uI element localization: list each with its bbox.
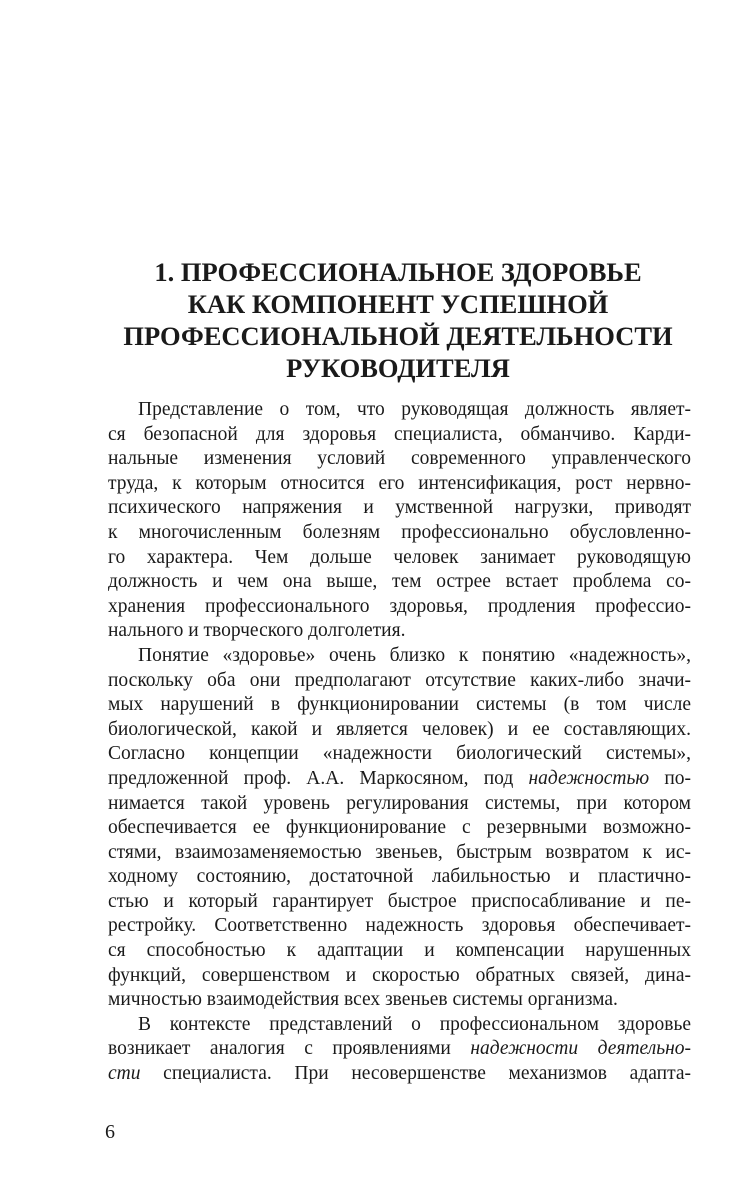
text-line: Понятие «здоровье» очень близко к понятию «надежность», — [138, 644, 691, 666]
text-line: стями, взаимозаменяемостью звеньев, быстрым возвратом к ис- — [108, 841, 691, 863]
italic-term: надежностью — [528, 767, 650, 789]
heading-line: РУКОВОДИТЕЛЯ — [286, 353, 510, 383]
chapter-heading — [60, 256, 736, 384]
text-line: Представление о том, что руководящая должность являет- — [138, 399, 691, 420]
text-line: психического напряжения и умственной нагрузки, приводят — [108, 497, 691, 519]
text-line-mixed — [108, 767, 691, 792]
text-line: мых нарушений в функционировании системы (в том числе — [108, 694, 691, 716]
text-line: обеспечивается ее функционирование с резервными возможно- — [108, 817, 691, 839]
text-line: биологической, какой и является человек) и ее составляющих. — [108, 718, 691, 740]
text-line: нальные изменения условий современного управленческого — [108, 448, 691, 470]
text-line-mixed — [108, 1037, 691, 1062]
text-line: нального и творческого долголетия. — [108, 620, 406, 642]
text-line: функций, совершенством и скоростью обратных связей, дина- — [108, 964, 691, 986]
text-line: ходному состоянию, достаточной лабильностью и пластично- — [108, 866, 691, 888]
heading-line: ПРОФЕССИОНАЛЬНОЙ ДЕЯТЕЛЬНОСТИ — [123, 321, 673, 351]
text-line-mixed — [108, 1062, 691, 1087]
text-line: В контексте представлений о профессиональном здоровье — [138, 1013, 691, 1035]
page-number: 6 — [105, 1121, 115, 1143]
text-line: го характера. Чем дольше человек занимает руководящую — [108, 546, 691, 568]
text-line: хранения профессионального здоровья, продления профессио- — [108, 595, 691, 617]
text-line: должность и чем она выше, тем острее встает проблема со- — [108, 571, 691, 593]
text-run: специалиста. При несовершенстве механизмов адапта- — [163, 1063, 691, 1085]
text-line: труда, к которым относится его интенсификация, рост нервно- — [108, 472, 691, 494]
italic-term: надежности деятельно- — [470, 1038, 691, 1060]
text-line: мичностью взаимодействия всех звеньев системы организма. — [108, 989, 618, 1011]
text-line: рестройку. Соответственно надежность здоровья обеспечивает- — [108, 915, 691, 937]
text-run: предложенной проф. А.А. Маркосяном, под — [108, 767, 514, 789]
heading-line: 1. ПРОФЕССИОНАЛЬНОЕ ЗДОРОВЬЕ — [154, 257, 642, 287]
text-line: поскольку оба они предполагают отсутствие каких-либо значи- — [108, 669, 691, 691]
text-run: по- — [664, 767, 692, 789]
text-line: нимается такой уровень регулирования системы, при котором — [108, 792, 691, 814]
heading-line: КАК КОМПОНЕНТ УСПЕШНОЙ — [187, 289, 609, 319]
text-line: стью и который гарантирует быстрое приспосабливание и пе- — [108, 890, 691, 912]
text-run: возникает аналогия с проявлениями — [108, 1038, 451, 1060]
text-line: Согласно концепции «надежности биологический системы», — [108, 743, 691, 765]
text-line: ся безопасной для здоровья специалиста, обманчиво. Карди- — [108, 423, 691, 445]
text-line: ся способностью к адаптации и компенсации нарушенных — [108, 940, 691, 962]
italic-term: сти — [108, 1063, 141, 1085]
body-text — [108, 398, 691, 1087]
text-line: к многочисленным болезням профессионально обусловленно- — [108, 521, 691, 543]
